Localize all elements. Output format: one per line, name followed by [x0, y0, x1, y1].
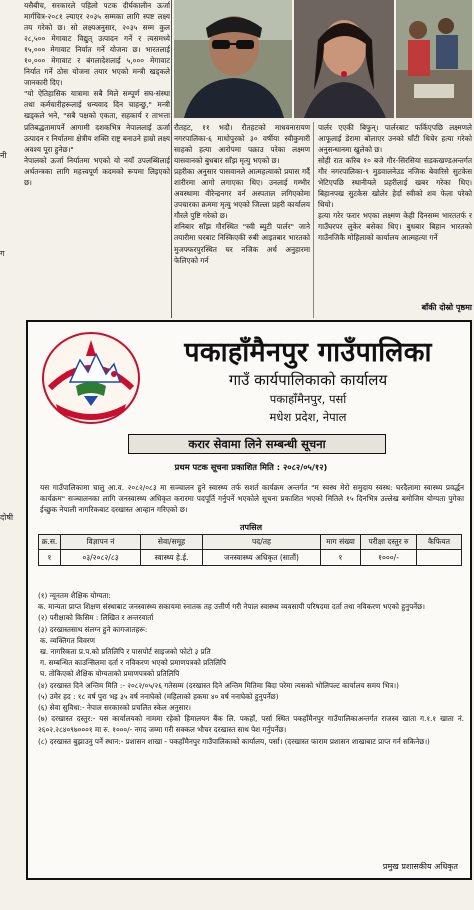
requirement-item: (४) दरखास्त दिने अन्तिम मिति :- २०८२/०५/२६ गतेसम्म (दरखास्त दिने अन्तिम मितिमा बिदा परेमा त्यसको भोलिपल्ट कार्यालय समय भित्र।) — [38, 680, 399, 690]
table-header-row — [39, 535, 462, 550]
article-paragraph: यसैबीच, सरकारले पहिलो पटक दीर्घकालीन ऊर्जा मार्गचित्र-२०८१ ल्याएर २०३५ सम्मका लागि स्पष्ट लक्ष्य तय गरेको छ। सो लक्ष्यअनुसार, २०३५ सम्म कुल २८,५०० मेगावाट विद्युत् उत्पादन गर्ने र त्यसमध्ये १५,००० मेगावाट निर्यात गर्ने योजना छ। भारतलाई १०,००० मेगावाट र बंगलादेशलाई ५,००० मेगावाट निर्यात गर्ने ठोस योजना तयार भएको मन्त्री खड्कले जानकारी दिए। — [24, 1, 170, 88]
nepal-emblem-icon — [40, 330, 142, 426]
signatory-title: प्रमुख प्रशासकीय अधिकृत — [382, 862, 458, 871]
table-cell: जनस्वास्थ्य अधिकृत (सातौं) — [203, 550, 321, 566]
office-address-line2: मधेश प्रदेश, नेपाल — [269, 410, 347, 424]
table-header-cell: परीक्षा दस्तुर रु — [361, 535, 417, 550]
table-header-cell: विज्ञापन नं — [61, 535, 141, 550]
requirement-item: (३) दरखास्तसाथ संलग्न हुने कागजातहरू: — [38, 624, 148, 634]
article-paragraph: "यो ऐतिहासिक यात्रामा सबै मिले सम्पूर्ण सघ-संस्था तथा कर्मचारीहरूलाई धन्यवाद दिन चाहन्छु," मन्त्री खड्कले भने, "सबै पक्षको एकता, सहकार्य र ताभत्ता प्रतिबद्धतामापर्ने आगामी दशकभित्र नेपाललाई ऊर्जा उत्पादन र निर्यातमा क्षेत्रीय शक्ति राष्ट्र बनाउने हाम्रो लक्ष्य अवश्य पूरा हुनेछ।" — [24, 89, 170, 154]
table-header-cell: माग संख्या — [321, 535, 361, 550]
article-paragraph: पार्लर एएकी बिफुन्। पार्लरबाट फर्किएपछि लक्ष्मणले आफूलाई डेरामा बोलाएर उनको घाँटी थिचेर हत्या गरेको अनुसन्धानमा खुलेको छ। — [318, 123, 472, 155]
requirement-item: (२) परीक्षाको किसिम : लिखित र अन्तरवार्ता — [38, 613, 154, 623]
article-right-column — [318, 122, 472, 302]
municipality-notice — [26, 320, 472, 880]
continued-on-page: बाँकी दोस्रो पृष्ठमा — [421, 303, 472, 312]
table-cell: ०३/२०८२/८३ — [61, 550, 141, 566]
notice-heading-banner: करार सेवामा लिने सम्बन्धी सूचना — [128, 434, 386, 454]
article-paragraph: शनिबार साँझ गौरस्थित "स्वी ब्युटी पार्लर" जाने तयारीमा घरबाट निस्किएकी रुबी आइतबार भारतको मुजफ्फरपुरस्थित घर नजिक अर्ध अनुहारमा फेलिएको गर्न — [174, 222, 310, 265]
edge-frag: दोषी — [0, 513, 14, 522]
article-paragraph: हत्या गरेर फरार भएका लक्ष्मण केही दिनसम्म भारततर्फ र गाउँघरपर लुकेर बसेका थिए। बुधबार बिहान भारतको गाउँनजिकै मोहिलाको कार्यालय आत्महत्या गर्ने — [318, 211, 472, 243]
vacancy-table — [38, 534, 462, 566]
article-middle-column — [174, 122, 310, 318]
requirement-item: क. मान्यता प्राप्त शिक्षण संस्थाबाट जनस्वास्थ्य सकायमा स्नातक तह उत्तीर्ण गरी नेपाल स्वास्थ्य व्यवसायी परिषदमा दर्ता तथा नविकरण भएको हुनुपर्नेछ। — [38, 602, 425, 612]
requirement-item: (६) सेवा सुविधा:- नेपाल सरकारको प्रचलित स्केल अनुसार। — [38, 703, 191, 713]
requirement-item: ख. नागरिकता प्र.प.को प्रतिलिपि र पासपोर्ट साइजको फोटो ३ प्रति — [40, 647, 211, 657]
article-paragraph: प्रहरीका अनुसार पासवानले आत्महत्याको प्रयास गर्दै शारीरमा आगो लगाएका थिए। उनलाई गम्भीर अवस्थामा वीरेन्द्रनगर वर्न अस्पताल लगिएकोमा उपचारका क्रममा मृत्यु भएको जिल्ला प्रहरी कार्यालय गौरले पुष्टि गरेको छ। — [174, 167, 310, 221]
article-paragraph: सोही रात करिब १० बजे गौर-सिरसिया सडकखण्डअन्तर्गत गौर नगरपालिका-९ मुडवालनेउड नजिक बेवारिसे सुटकेस भेटिएपछि स्थानीयले प्रहरीलाई खबर गरेका थिए। बिहानपख सुटकेस खोलेर हेर्दा स्वीको शव फेला परेको थियो। — [318, 156, 472, 210]
article-paragraph: नेपालको ऊर्जा निर्यातमा भएको यो नयाँ उपलब्धिलाई अर्थतन्त्रका लागि महत्त्वपूर्ण कदमको रूपमा लिइएको छ। — [24, 155, 170, 187]
article-paragraph: रौतहट, ११ भदौ। रौतहटको माधवनारायण नगरपालिका-६ माधोपुरको ३० वर्षीया स्वीकुमारी साहको हत्या आरोपमा पक्राउ परेका लक्ष्मण यासवानको बुधबार साँझ मृत्यु भएको छ। — [174, 123, 310, 166]
photo-crowd — [396, 0, 472, 118]
edge-frag: नी — [0, 151, 7, 160]
table-cell — [417, 550, 462, 566]
table-header-cell: कैफियत — [417, 535, 462, 550]
table-cell: १ — [321, 550, 361, 566]
notice-intro: यस गाउँपालिकामा चालु आ.व. २०८२/०८३ मा सञ्चालन हुने स्वास्थ्य तर्फ सशर्त कार्यक्रम अन्तर्गत "म स्वस्थ मेरो समुदाय स्वस्थ: घरदैलामा स्वास्थ्य प्रवर्द्धन कार्यक्रम" सञ्चालनका लागि जनस्वास्थ्य अधिकृत करारमा पदपूर्ति गर्नुपर्ने भएकोले सूचना प्रकाशित भएको मितिले १५ दिनभित्र उल्लेख बमोजिम योग्यता पुगेका ईच्छुक नेपाली नागरिकबाट दरखास्त आव्हान गरिएको छ। — [40, 483, 464, 514]
photo-woman — [294, 0, 394, 118]
news-photos — [174, 0, 472, 118]
table-header-cell: क्र.स. — [39, 535, 61, 550]
office-name: गाउँ कार्यपालिकाको कार्यालय — [228, 371, 388, 389]
requirements-list — [38, 590, 464, 747]
table-cell: स्वास्थ्य हे.ई. — [141, 550, 203, 566]
table-header-cell: पद/तह — [203, 535, 321, 550]
publication-date: प्रथम पटक सूचना प्रकाशित मिति : २०८२/०५/१२) — [174, 462, 328, 472]
requirement-item: (१) न्यूनतम शैक्षिक योग्यता: — [38, 591, 111, 600]
left-edge-fragments — [0, 0, 22, 522]
requirement-item: (५) उमेर हद : १८ वर्ष पुरा भइ ३५ वर्ष ननाघेको (महिलाको हकमा ४० वर्ष ननाघेको हुनुपर्नेछ) — [38, 691, 279, 701]
requirement-item: क. व्यक्तिगत विवरण — [40, 635, 95, 645]
table-cell: १ — [39, 550, 61, 566]
column-divider — [313, 122, 314, 318]
column-divider — [171, 0, 172, 318]
article-left-column — [24, 0, 170, 318]
office-address-line1: पकाहाँमैनपुर, पर्सा — [269, 392, 347, 406]
requirement-item: (७) दरखास्त दस्तुर:- यस कार्यालयको नाममा रहेको हिमालयन बैंक लि. पकहाँ, पर्सा स्थित पकहाँमैनपुर गाउँपालिकाअन्तर्गत राजस्व खाता ग.१.१ खाता नं. २६०२.२८४०९७०००१ मा रु. १०००/- नगद जम्मा गरी सक्कल भौचर दरखास्त साथ पेश गर्नुपर्नेछ। — [38, 714, 464, 735]
photo-man-sunglasses — [174, 0, 292, 118]
edge-frag: ग — [0, 249, 5, 258]
requirement-item: ग. सम्बन्धित काउन्सिलमा दर्ता र नविकरण भएको प्रमाणपत्रको प्रतिलिपि — [40, 658, 226, 668]
table-caption: तपसिल — [239, 523, 262, 532]
requirement-item: (८) दरखास्त बुझाउनु पर्ने स्थान:- प्रशासन शाखा - पकहाँमैनपुर गाउँपालिकाको कार्यालय, पर्सा। (दरखास्त फाराम प्रशासन शाखाबाट प्राप्त गर्न सकिनेछ।) — [38, 736, 430, 746]
table-row — [39, 550, 462, 566]
municipality-title: पकाहाँमैनपुर गाउँपालिका — [184, 337, 432, 368]
requirement-item: घ. तोकिएको शैक्षिक योग्यताको प्रमाणपत्रको प्रतिलिपि — [40, 669, 180, 679]
table-cell: १०००/- — [361, 550, 417, 566]
table-header-cell: सेवा/समूह — [141, 535, 203, 550]
